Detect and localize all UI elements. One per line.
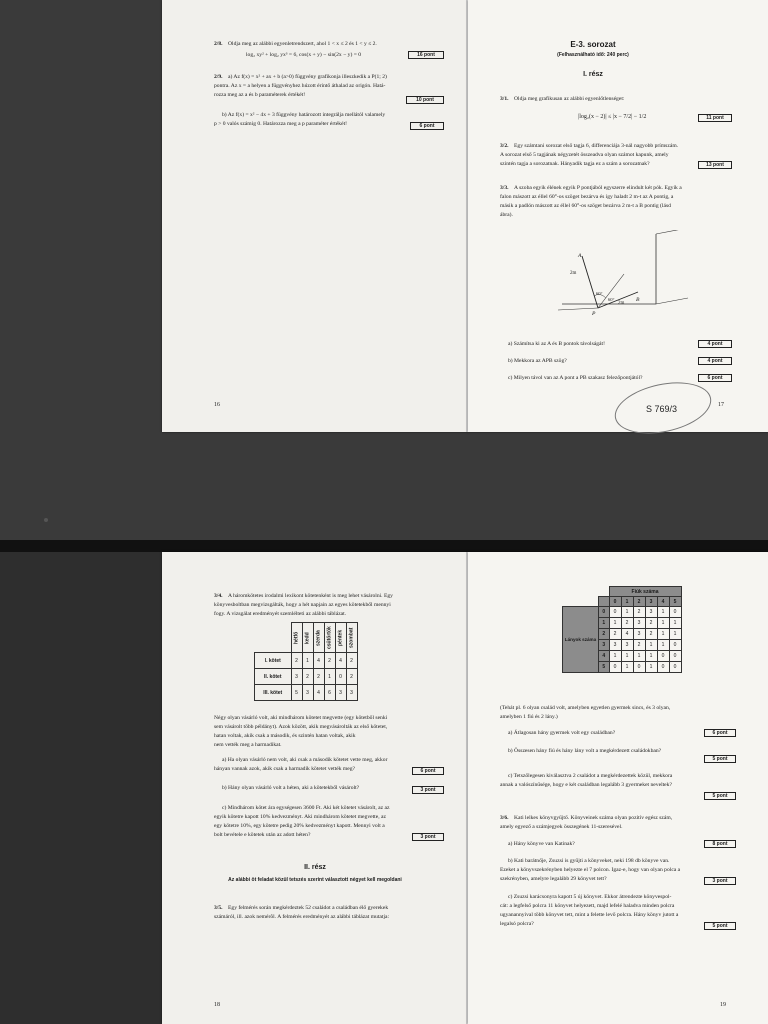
points-box: 3 pont (704, 877, 736, 885)
table-cell: 0 (669, 662, 681, 673)
points-box: 3 pont (412, 786, 444, 794)
table-cell: 1 (609, 618, 621, 629)
note-text: amelyben 1 fiú és 2 lány.) (500, 714, 558, 720)
problem-number: 3/3. (500, 185, 509, 191)
problem-number: 2/9. (214, 74, 223, 80)
page-number: 16 (214, 402, 220, 408)
table-cell: 2 (633, 607, 645, 618)
table-cell: 3 (633, 629, 645, 640)
problem-text: Egy számtani sorozat első tagja 6, differenciája 3-nál nagyobb prímszám. (514, 143, 679, 149)
question-c: egy kötetre 10%, egy kötetre pedig 20% kedvezményt kapott. Mennyi volt a (214, 823, 385, 829)
question-c: c) Mindhárom kötet ára egységesen 3600 Ft. Aki két kötetet vásárolt, az az (222, 805, 390, 811)
row-label: II. kötet (255, 669, 292, 685)
table-cell: 2 (346, 669, 357, 685)
points-box: 8 pont (704, 840, 736, 848)
problem-text: Egy felmérés során megkérdeztek 52 családot a családban élő gyerekek (228, 905, 389, 911)
table-cell: 1 (657, 607, 669, 618)
table-cell: 1 (324, 669, 335, 685)
table-cell: 2 (291, 653, 302, 669)
table-header: hétfő (291, 623, 302, 653)
row-label: 4 (599, 651, 610, 662)
table-cell: 0 (609, 607, 621, 618)
table-cell: 2 (633, 640, 645, 651)
table-cell: 0 (335, 669, 346, 685)
table-cell: 2 (313, 669, 324, 685)
table-cell: 4 (313, 653, 324, 669)
page-19 (468, 552, 768, 1024)
scan-gap (0, 540, 768, 552)
table-cell: 1 (657, 640, 669, 651)
problem-number: 3/4. (214, 593, 223, 599)
points-box: 6 pont (704, 729, 736, 737)
page-number: 19 (720, 1002, 726, 1008)
figure-label-b: B (636, 297, 640, 303)
table-cell: 3 (346, 685, 357, 701)
part-title: II. rész (304, 864, 326, 871)
stamp-number: S 769/3 (646, 404, 678, 414)
equation: |log₂(x − 2)| ≤ |x − 7/2| − 1/2 (578, 114, 647, 120)
figure-angle-label: 60° (596, 291, 603, 296)
table-cell: 0 (669, 607, 681, 618)
problem-text: rozza meg az a és b paraméterek értékét! (214, 92, 306, 98)
figure-label-a: A (578, 253, 582, 259)
problem-text: amely egyező a számjegyek összegének 11-szeresével. (500, 824, 623, 830)
points-box: 6 pont (410, 122, 444, 130)
points-box: 5 pont (704, 792, 736, 800)
question-a: a) Számítsa ki az A és B pontok távolságát! (508, 341, 605, 347)
column-header: 5 (669, 597, 681, 607)
question-c: bolt bevétele e kötetek után az adott héten? (214, 832, 311, 838)
column-header: 1 (621, 597, 633, 607)
table-cell: 3 (633, 618, 645, 629)
row-group-header: Lányok száma (563, 607, 599, 673)
points-box: 10 pont (406, 96, 444, 104)
problem-text: A szoba egyik élének egyik P pontjából egyszerre elindult két pók. Egyik a (514, 185, 682, 191)
table-cell: 4 (313, 685, 324, 701)
figure-label-p: P (592, 311, 596, 317)
series-subtitle: (Felhasználható idő: 240 perc) (557, 52, 629, 58)
table-cell: 6 (324, 685, 335, 701)
row-label: 3 (599, 640, 610, 651)
table-cell: 1 (657, 629, 669, 640)
question-a: hányan vannak azok, akik csak a harmadik kötetet vették meg? (214, 766, 356, 772)
table-cell: 2 (346, 653, 357, 669)
table-cell: 0 (657, 651, 669, 662)
table-cell: 1 (621, 662, 633, 673)
points-box: 6 pont (412, 767, 444, 775)
question-b: b) Összesen hány fiú és hány lány volt a megkérdezett családokban? (508, 748, 662, 754)
question-c: ugyanannyival több könyvet tett, mint a felette levő polcra. Hány könyv jutott a (500, 912, 679, 918)
question-b: szekrényben, amelyre legalább 29 könyvet tett? (500, 876, 607, 882)
row-label: 5 (599, 662, 610, 673)
series-title: E-3. sorozat (570, 40, 616, 49)
points-box: 3 pont (412, 833, 444, 841)
page-16 (162, 0, 468, 432)
problem-text: A háromkötetes irodalmi lexikont kötetenként is meg lehet vásárolni. Egy (228, 593, 393, 599)
problem-text: b) Az f(x) = x² − 4x + 3 függvény határozott integrálja mellától valamely (222, 112, 386, 118)
problem-number: 3/5. (214, 905, 223, 911)
table-header: péntek (335, 623, 346, 653)
table-header: szombat (346, 623, 357, 653)
table-header: szerda (313, 623, 324, 653)
problem-text: falon mászott az éllel 60°-os szöget bezárva és így haladt 2 m-t az A pontig, a (500, 194, 674, 200)
table-cell: 1 (621, 651, 633, 662)
table-cell: 1 (645, 662, 657, 673)
table-cell: 1 (669, 618, 681, 629)
table-header: csütörtök (324, 623, 335, 653)
column-header: 2 (633, 597, 645, 607)
points-box: 4 pont (698, 357, 732, 365)
table-cell: 2 (645, 629, 657, 640)
problem-text: Oldja meg az alábbi egyenletrendszert, ahol 1 < x ≤ 2 és 1 < y ≤ 2. (228, 41, 377, 47)
table-cell: 2 (609, 629, 621, 640)
scan-speck (44, 518, 48, 522)
column-group-header: Fiúk száma (609, 587, 681, 597)
table-row (255, 685, 358, 701)
question-a: a) Hány könyve van Katinak? (508, 841, 575, 847)
figure-length-label: 2m (570, 271, 577, 276)
note-text: (Tehát pl. 6 olyan család volt, amelyben egyetlen gyermek sincs, és 3 olyan, (500, 705, 671, 711)
table-row (563, 607, 682, 618)
problem-text: pontra. Az x = a helyen a függvényhez húzott érintő áthalad az origón. Hatá- (214, 83, 386, 89)
sales-table (254, 622, 358, 701)
question-b: b) Hány olyan vásárló volt a héten, aki a kötetekből vásárolt? (222, 785, 360, 791)
problem-text: Oldja meg grafikusan az alábbi egyenlőtlenséget: (514, 96, 625, 102)
points-box: 6 pont (698, 374, 732, 382)
table-cell: 3 (645, 607, 657, 618)
part-subtitle: Az alábbi öt feladat közül tetszés szerint választott négyet kell megoldani (228, 877, 402, 883)
table-cell: 3 (335, 685, 346, 701)
problem-number: 3/6. (500, 815, 509, 821)
figure-length-label: 2m (618, 301, 625, 306)
page-17 (468, 0, 768, 432)
table-row (255, 653, 358, 669)
table-cell: 1 (302, 653, 313, 669)
points-box: 16 pont (408, 51, 444, 59)
problem-text: ábra). (500, 212, 513, 218)
problem-number: 3/2. (500, 143, 509, 149)
table-cell: 1 (657, 618, 669, 629)
page-number: 17 (718, 402, 724, 408)
problem-text: nem vették meg a harmadikat. (214, 742, 282, 748)
page-18 (162, 552, 468, 1024)
problem-text: sem vásárolt több példányt). Azok között, akik megvásárolták az első kötetet, (214, 724, 388, 730)
question-a: a) Ha olyan vásárló nem volt, aki csak a második kötetet vette meg, akkor (222, 757, 388, 763)
row-label: 2 (599, 629, 610, 640)
points-box: 4 pont (698, 340, 732, 348)
problem-number: 3/1. (500, 96, 509, 102)
question-c: annak a valószínűsége, hogy e két családban legalább 3 gyermeket neveltek? (500, 782, 672, 788)
page-number: 18 (214, 1002, 220, 1008)
table-cell: 1 (609, 651, 621, 662)
points-box: 5 pont (704, 922, 736, 930)
table-cell: 0 (669, 651, 681, 662)
points-box: 11 pont (698, 114, 732, 122)
question-a: a) Átlagosan hány gyermek volt egy családban? (508, 730, 616, 736)
points-box: 13 pont (698, 161, 732, 169)
problem-text: fogy. A vizsgálat eredményét szemlélteti az alábbi táblázat. (214, 611, 347, 617)
equation: log₂ xy² + log₂ yx³ = 6, cos(x + y) − sin(2x − y) = 0 (246, 52, 362, 58)
table-cell: 3 (609, 640, 621, 651)
row-label: 1 (599, 618, 610, 629)
column-header: 0 (609, 597, 621, 607)
table-cell: 4 (335, 653, 346, 669)
row-label: III. kötet (255, 685, 292, 701)
question-c: egyik kötetre kapott 10% kedvezményt. Aki mindhárom kötetet megvette, az (214, 814, 386, 820)
table-cell: 2 (324, 653, 335, 669)
table-cell: 2 (645, 618, 657, 629)
table-cell: 1 (645, 651, 657, 662)
question-b: b) Mekkora az APB szög? (508, 358, 567, 364)
column-header: 4 (657, 597, 669, 607)
points-box: 5 pont (704, 755, 736, 763)
problem-text: másik a padlón mászott az éllel 60°-os szöget bezárva 2 m-t a B pontig (lásd (500, 203, 671, 209)
family-table (562, 586, 682, 673)
table-cell: 0 (669, 640, 681, 651)
problem-text: könyvesboltban megvizsgálták, hogy a hét napjain az egyes kötetekből mennyi (214, 602, 391, 608)
table-cell: 0 (633, 662, 645, 673)
problem-text: Kati lelkes könyvgyűjtő. Könyveinek száma olyan pozitív egész szám, (514, 815, 673, 821)
problem-text: A sorozat első 5 tagjának négyzetét összeadva olyan számot kapunk, amely (500, 152, 669, 158)
table-cell: 1 (633, 651, 645, 662)
problem-text: Négy olyan vásárló volt, aki mindhárom kötetet megvette (egy kötetből senki (214, 715, 388, 721)
table-cell: 3 (621, 640, 633, 651)
part-title: I. rész (583, 71, 603, 78)
problem-text: szintén tagja a sorozatnak. Hányadik tagja ez a szám a sorozatnak? (500, 161, 650, 167)
problem-text: p > 0 valós számig 0. Határozza meg a p paraméter értékét! (214, 121, 347, 127)
table-cell: 0 (609, 662, 621, 673)
table-cell: 0 (657, 662, 669, 673)
question-c: cát: a legfelső polcra 11 könyvet helyezett, majd lefelé haladva minden polcra (500, 903, 675, 909)
row-label: I. kötet (255, 653, 292, 669)
problem-text: a) Az f(x) = x² + ax + b (a>0) függvény grafikonja illeszkedik a P(1; 2) (228, 74, 387, 80)
table-cell: 2 (621, 618, 633, 629)
column-header: 3 (645, 597, 657, 607)
table-cell: 1 (645, 640, 657, 651)
question-b: Ezeket a könyvszekrényben helyezte el 7 polcon. Igaz-e, hogy van olyan polca a (500, 867, 681, 873)
question-c: c) Zsuzsi karácsonyra kapott 5 új könyvet. Ekkor átrendezte könyvespol- (508, 894, 672, 900)
table-header: kedd (302, 623, 313, 653)
table-cell: 1 (669, 629, 681, 640)
problem-number: 2/8. (214, 41, 223, 47)
question-c: legalsó polcra? (500, 921, 534, 927)
table-cell: 1 (621, 607, 633, 618)
room-corner-figure (538, 230, 698, 322)
table-cell: 4 (621, 629, 633, 640)
table-cell: 3 (302, 685, 313, 701)
table-cell: 2 (302, 669, 313, 685)
question-c: c) Milyen távol van az A pont a PB szakasz felezőpontjától? (508, 375, 643, 381)
problem-text: hatan voltak, akik csak a második, és szintén hatan voltak, akik (214, 733, 356, 739)
question-b: b) Kati barátnője, Zsuzsi is gyűjti a könyveket, neki 198 db könyve van. (508, 858, 670, 864)
figure-angle-label: 60° (608, 297, 615, 302)
question-c: c) Tetszőlegesen kiválasztva 2 családot a megkérdezettek közül, mekkora (508, 773, 673, 779)
table-row (255, 669, 358, 685)
problem-text: számáról, ill. azok nemérõl. A felmérés eredményét az alábbi táblázat mutatja: (214, 914, 390, 920)
row-label: 0 (599, 607, 610, 618)
table-cell: 5 (291, 685, 302, 701)
table-cell: 3 (291, 669, 302, 685)
